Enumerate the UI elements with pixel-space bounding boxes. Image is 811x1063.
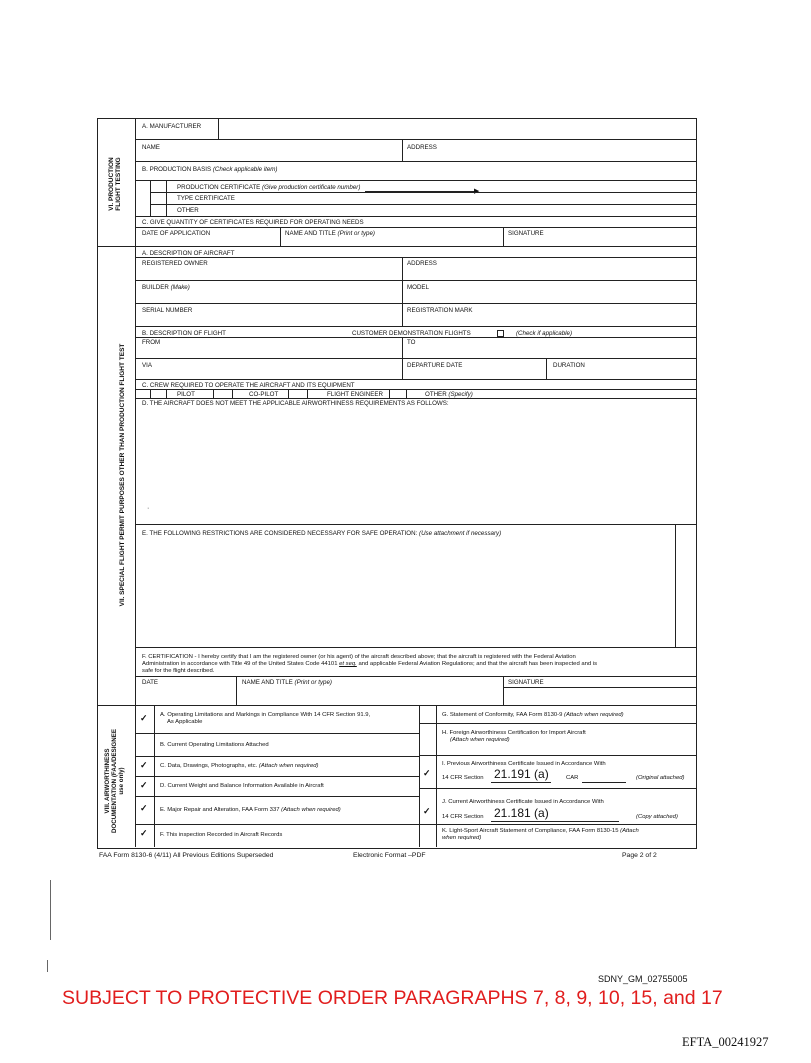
rule [135, 257, 696, 258]
certification-line-1: F. CERTIFICATION - I hereby certify that I am the registered owner (or his agent) of the aircraft described above; that the aircraft is registered with the Federal Aviation [142, 654, 576, 660]
item-j-line1: J. Current Airworthiness Certificate Issued in Accordance With [442, 799, 604, 805]
vi-name-title-text: NAME AND TITLE [285, 230, 336, 237]
item-k-line1 [442, 828, 639, 835]
rule [402, 257, 403, 326]
rule [135, 647, 696, 648]
rule [135, 139, 696, 140]
rule [503, 227, 504, 246]
rule [280, 227, 281, 246]
rule [491, 821, 619, 822]
builder-note: (Make) [170, 284, 190, 291]
certification-2a: Administration in accordance with Title 49 of the United States Code 44101 [142, 661, 340, 667]
item-f-check[interactable]: ✓ [140, 828, 148, 838]
item-d: D. Current Weight and Balance Information Available in Aircraft [160, 783, 324, 789]
item-k-line2: when required) [442, 835, 482, 841]
rule [135, 337, 696, 338]
item-k-text: K. Light-Sport Aircraft Statement of Compliance, FAA Form 8130-15 [442, 828, 619, 834]
pilot-option[interactable]: PILOT [177, 391, 195, 398]
other-crew-text: OTHER [425, 391, 447, 398]
vii-name-title-label [242, 679, 332, 686]
item-g [442, 712, 624, 719]
rule [135, 796, 419, 797]
rule [135, 303, 696, 304]
quantity-label: C. GIVE QUANTITY OF CERTIFICATES REQUIRED FOR OPERATING NEEDS [142, 219, 364, 226]
rule [582, 782, 626, 783]
rule [135, 216, 696, 217]
rule [135, 733, 419, 734]
section6-title-line2: FLIGHT TESTING [115, 157, 122, 211]
vi-signature-label: SIGNATURE [508, 230, 544, 237]
rule [150, 180, 151, 216]
via-label: VIA [142, 362, 152, 369]
from-label: FROM [142, 339, 161, 346]
item-h-line1: H. Foreign Airworthiness Certification for Import Aircraft [442, 730, 586, 736]
item-e-check[interactable]: ✓ [140, 803, 148, 813]
rule [419, 788, 696, 789]
section6-title-line1: VI. PRODUCTION [108, 157, 115, 211]
rule [135, 280, 696, 281]
item-e-note: (Attach when required) [281, 807, 341, 813]
rule [135, 227, 696, 228]
production-basis-text: B. PRODUCTION BASIS [142, 166, 212, 173]
rule [135, 389, 696, 390]
section8-title [104, 721, 128, 841]
production-certificate-note: (Give production certificate number) [262, 184, 361, 191]
item-a-line2: As Applicable [167, 719, 203, 725]
rule [546, 358, 547, 379]
item-i-note: (Original attached) [636, 775, 685, 781]
production-certificate-text: PRODUCTION CERTIFICATE [177, 184, 261, 191]
electronic-format: Electronic Format –PDF [353, 852, 426, 859]
builder-text: BUILDER [142, 284, 169, 291]
registered-owner-label: REGISTERED OWNER [142, 260, 208, 267]
crew-label: C. CREW REQUIRED TO OPERATE THE AIRCRAFT AND ITS EQUIPMENT [142, 382, 355, 389]
item-e-text: E. Major Repair and Alteration, FAA Form 337 [160, 807, 280, 813]
item-i-car: CAR [566, 775, 579, 781]
model-label: MODEL [407, 284, 430, 291]
production-certificate-option[interactable] [177, 184, 360, 191]
rule [232, 389, 233, 398]
section8-title-line3: use only) [118, 767, 125, 795]
section7-title: VII. SPECIAL FLIGHT PERMIT PURPOSES OTHER THAN PRODUCTION FLIGHT TEST [119, 343, 126, 607]
arrow-icon: ▶ [474, 188, 480, 195]
duration-label: DURATION [553, 362, 585, 369]
vi-print-or-type: (Print or type) [337, 230, 375, 237]
item-d-check[interactable]: ✓ [140, 780, 148, 790]
item-h-line2: (Attach when required) [450, 737, 510, 743]
item-j-line2: 14 CFR Section [442, 814, 484, 820]
certification-2b: et seq. [339, 661, 357, 667]
certification-line-2 [142, 661, 597, 668]
rule [491, 782, 551, 783]
item-c [160, 763, 318, 770]
rule [419, 755, 696, 756]
item-e [160, 807, 341, 814]
rule [150, 192, 696, 193]
vii-print-or-type: (Print or type) [294, 679, 332, 686]
description-of-aircraft-label: A. DESCRIPTION OF AIRCRAFT [142, 250, 235, 257]
other-option[interactable]: OTHER [177, 207, 199, 214]
rule [419, 723, 696, 724]
item-i-line1: I. Previous Airworthiness Certificate Issued in Accordance With [442, 761, 606, 767]
customer-demo-checkbox[interactable] [497, 330, 504, 337]
item-j-value: 21.181 (a) [494, 806, 549, 820]
item-i-check[interactable]: ✓ [423, 768, 431, 778]
rule [135, 379, 696, 380]
item-i-value: 21.191 (a) [494, 767, 549, 781]
rule [218, 118, 219, 139]
rule [135, 358, 696, 359]
item-a-line1: A. Operating Limitations and Markings in Compliance With 14 CFR Section 91.9, [160, 712, 371, 718]
item-k-note: (Attach [620, 828, 639, 834]
rule [135, 524, 696, 525]
restrictions-label [142, 530, 501, 537]
date-of-application-label: DATE OF APPLICATION [142, 230, 211, 237]
rule [288, 389, 289, 398]
registration-mark-label: REGISTRATION MARK [407, 307, 473, 314]
other-crew-option[interactable] [425, 391, 473, 398]
rule [389, 389, 390, 398]
description-of-flight-label: B. DESCRIPTION OF FLIGHT [142, 330, 226, 337]
protective-order-banner: SUBJECT TO PROTECTIVE ORDER PARAGRAPHS 7, 8, 9, 10, 15, and 17 [62, 987, 723, 1009]
item-f: F. This inspection Recorded in Aircraft Records [160, 832, 283, 838]
page-number: Page 2 of 2 [622, 852, 657, 859]
manufacturer-name-label: NAME [142, 144, 160, 151]
departure-date-label: DEPARTURE DATE [407, 362, 463, 369]
rule [135, 676, 696, 677]
rule [166, 180, 167, 216]
rule [307, 389, 308, 398]
rule [675, 524, 676, 647]
rule [135, 398, 696, 399]
section8-title-line2: DOCUMENTATION (FAA/DESIGNEE [111, 729, 118, 833]
scan-artifact [50, 880, 51, 940]
rule [213, 389, 214, 398]
item-c-note: (Attach when required) [258, 763, 319, 769]
vii-name-title-text: NAME AND TITLE [242, 679, 293, 686]
section-divider [97, 705, 696, 706]
flight-engineer-option[interactable]: FLIGHT ENGINEER [327, 391, 383, 398]
vii-date-label: DATE [142, 679, 159, 686]
form-id: FAA Form 8130-6 (4/11) All Previous Editions Superseded [99, 852, 274, 859]
customer-demo-label: CUSTOMER DEMONSTRATION FLIGHTS [352, 330, 471, 337]
rule [150, 389, 151, 398]
item-b: B. Current Operating Limitations Attached [160, 742, 269, 748]
rule [135, 776, 419, 777]
not-meet-label: D. THE AIRCRAFT DOES NOT MEET THE APPLICABLE AIRWORTHINESS REQUIREMENTS AS FOLLOWS: [142, 400, 449, 407]
production-basis-label [142, 166, 278, 173]
rule [166, 389, 167, 398]
restrictions-text: E. THE FOLLOWING RESTRICTIONS ARE CONSIDERED NECESSARY FOR SAFE OPERATION: [142, 530, 418, 537]
rule [135, 756, 419, 757]
manufacturer-label: A. MANUFACTURER [142, 123, 202, 130]
stray-mark: · [147, 505, 150, 512]
rule [419, 705, 420, 847]
vi-name-title-label [285, 230, 375, 237]
serial-number-label: SERIAL NUMBER [142, 307, 193, 314]
manufacturer-address-label: ADDRESS [407, 144, 437, 151]
efta-id: EFTA_00241927 [682, 1035, 769, 1049]
item-c-text: C. Data, Drawings, Photographs, etc. [160, 763, 258, 769]
to-label: TO [407, 339, 416, 346]
section-divider [97, 246, 696, 247]
rule [135, 824, 419, 825]
owner-address-label: ADDRESS [407, 260, 437, 267]
rule [436, 705, 437, 847]
item-c-check[interactable]: ✓ [140, 760, 148, 770]
rule [419, 824, 696, 825]
rule [503, 687, 696, 688]
section8-title-line1: VIII. AIRWORTHINESS [104, 748, 111, 814]
item-j-check[interactable]: ✓ [423, 806, 431, 816]
rule [150, 204, 696, 205]
check-if-applicable-note: (Check if applicable) [516, 330, 573, 337]
rule [135, 326, 696, 327]
rule [135, 161, 696, 162]
scan-artifact [47, 960, 48, 972]
rule [402, 139, 403, 161]
production-basis-note: (Check applicable item) [212, 166, 278, 173]
vii-signature-label: SIGNATURE [508, 679, 544, 686]
rule [503, 676, 504, 705]
bates-number: SDNY_GM_02755005 [598, 974, 688, 984]
section6-title [108, 124, 124, 244]
type-certificate-option[interactable]: TYPE CERTIFICATE [177, 195, 235, 202]
certification-line-3: safe for the flight described. [142, 668, 215, 674]
other-crew-note: (Specify) [448, 391, 473, 398]
item-i-line2: 14 CFR Section [442, 775, 484, 781]
restrictions-note: (Use attachment if necessary) [419, 530, 502, 537]
item-g-note: (Attach when required) [564, 712, 624, 718]
rule [406, 389, 407, 398]
item-a-check[interactable]: ✓ [140, 713, 148, 723]
co-pilot-option[interactable]: CO-PILOT [249, 391, 279, 398]
builder-label [142, 284, 190, 291]
certification-2c: and applicable Federal Aviation Regulations; and that the aircraft has been inspected and is [356, 661, 598, 667]
item-j-note: (Copy attached) [636, 814, 678, 820]
item-g-text: G. Statement of Conformity, FAA Form 8130-9 [442, 712, 563, 718]
rule [236, 676, 237, 705]
rule [135, 180, 696, 181]
